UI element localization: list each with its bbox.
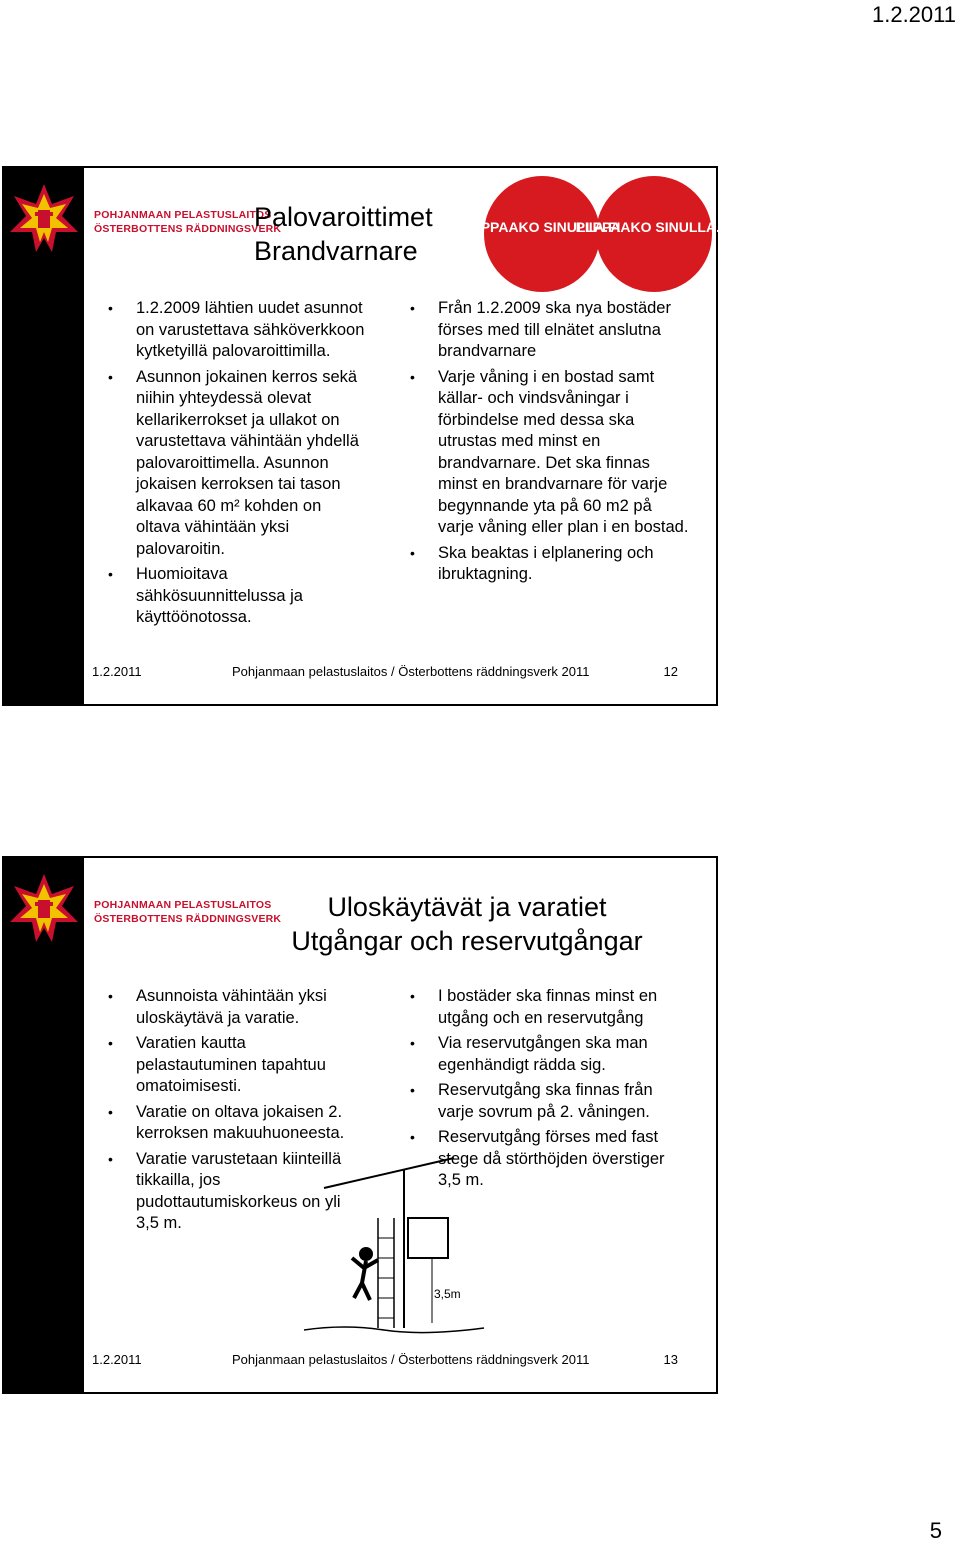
rescue-star-logo-icon [8,872,80,944]
list-item: • Ska beaktas i elplanering och ibruktagning. [410,543,690,586]
org-name-sv: ÖSTERBOTTENS RÄDDNINGSVERK [94,223,282,235]
slide-title [254,200,433,268]
slide-13 [2,856,718,1394]
list-item: • Från 1.2.2009 ska nya bostäder förses med till elnätet anslutna brandvarnare [410,298,690,363]
slide-12 [2,166,733,706]
badge-right-text [576,219,733,235]
slide-title-sv: Brandvarnare [254,236,418,266]
page-number: 5 [929,1518,942,1543]
list-item: • 1.2.2009 lähtien uudet asunnot on varustettava sähköverkkoon kytketyillä palovaroittimilla. [108,298,368,363]
footer-text: Pohjanmaan pelastuslaitos / Österbottens räddningsverk 2011 [232,664,590,679]
badge-right-label: PIIPPAAKO SINULLA.FI [575,219,733,235]
slide-title-sv: Utgångar och reservutgångar [291,926,643,956]
list-item: • Asunnoista vähintään yksi uloskäytävä ja varatie. [108,986,368,1029]
slide-number: 13 [663,1352,678,1367]
org-name-fi: POHJANMAAN PELASTUSLAITOS [94,209,272,221]
height-label [434,1287,461,1301]
list-item: • Reservutgång förses med fast stege då störthöjden överstiger 3,5 m. [410,1127,690,1192]
list-item: • Via reservutgången ska man egenhändigt rädda sig. [410,1033,690,1076]
list-item: • Varje våning i en bostad samt källar- och vindsvåningar i förbindelse med dessa ska utrustas med minst en brandvarnare. Det ska finnas minst en brandvarnare för varje begynnande yta på 60 m2 på varje våning eller plan i en bostad. [410,367,690,539]
footer-date: 1.2.2011 [92,664,142,679]
badge-left-label: PIIPPAAKO SINULLA.FI [463,219,621,235]
list-item: • Huomioitava sähkösuunnittelussa ja käyttöönotossa. [108,564,368,629]
height-label-text: 3,5m [434,1287,461,1301]
piippaako-badges [463,174,733,294]
slide-number: 12 [663,664,678,679]
list-item: • Varatie on oltava jokaisen 2. kerroksen makuuhuoneesta. [108,1102,368,1145]
footer-text: Pohjanmaan pelastuslaitos / Österbottens räddningsverk 2011 [232,1352,590,1367]
list-item: • Reservutgång ska finnas från varje sovrum på 2. våningen. [410,1080,690,1123]
bullet-list-fi [108,298,368,633]
slide-title [244,890,690,958]
slide-sidebar [4,168,84,704]
bullet-list-sv [410,986,690,1196]
slide-title-fi: Uloskäytävät ja varatiet [327,892,607,922]
list-item: • Varatien kautta pelastautuminen tapahtuu omatoimisesti. [108,1033,368,1098]
bullet-list-sv [410,298,690,590]
page-date: 1.2.2011 [871,2,956,27]
bullet-list-fi [108,986,368,1239]
org-name-sv: ÖSTERBOTTENS RÄDDNINGSVERK [94,913,282,925]
org-name-fi: POHJANMAAN PELASTUSLAITOS [94,899,272,911]
footer-date: 1.2.2011 [92,1352,142,1367]
list-item: • Asunnon jokainen kerros sekä niihin yhteydessä olevat kellarikerrokset ja ullakot on varustettava vähintään yhdellä palovaroittimella. Asunnon jokaisen kerroksen tai tason alkavaa 60 m² kohden on oltava vähintään yksi palovaroitin. [108,367,368,561]
list-item: • I bostäder ska finnas minst en utgång och en reservutgång [410,986,690,1029]
rescue-star-logo-icon [8,182,80,254]
list-item: • Varatie varustetaan kiinteillä tikkailla, jos pudottautumiskorkeus on yli 3,5 m. [108,1149,368,1235]
slide-sidebar [4,858,84,1392]
slide-title-fi: Palovaroittimet [254,202,433,232]
